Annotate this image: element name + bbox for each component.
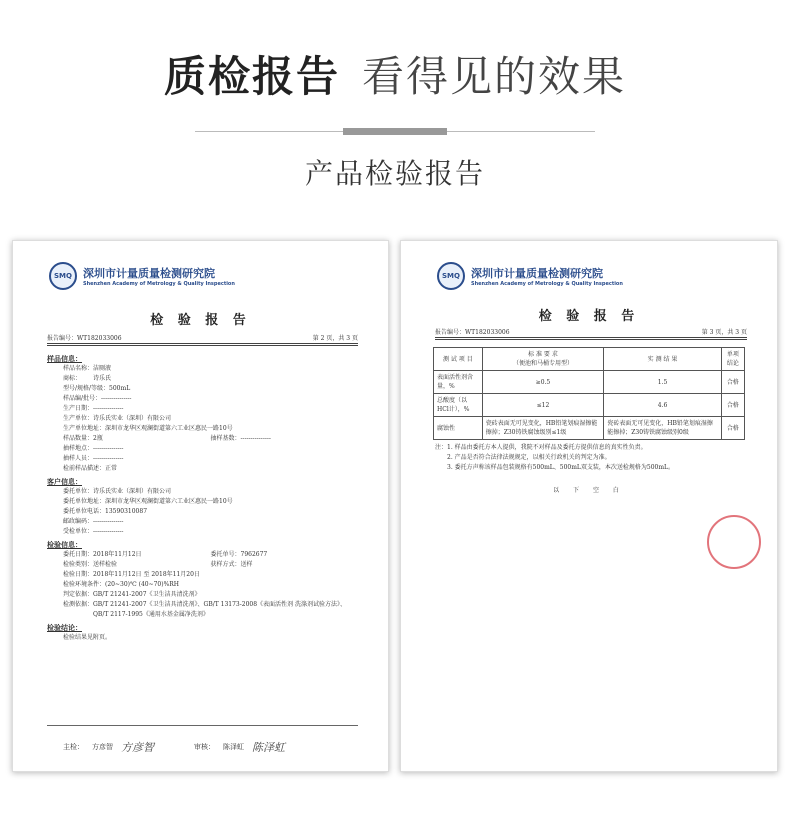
org-logo: [437, 262, 623, 290]
field-label: 受检单位：: [63, 528, 94, 535]
field-value: ---------------: [93, 405, 124, 412]
official-seal-icon: [707, 515, 761, 569]
field-label: 检验类别：: [63, 561, 94, 568]
field-value: 2018年11月12日 至 2018年11月20日: [93, 571, 200, 578]
hero-title-bold: 质检报告: [163, 52, 340, 101]
table-cell: 合格: [721, 394, 744, 417]
field-value: ---------------: [101, 395, 132, 402]
field-value: GB/T 21241-2007《卫生洁具清洗剂》: [93, 591, 201, 598]
field-value: 洁厕液: [93, 365, 112, 372]
field-row: [47, 464, 358, 474]
field-row: [47, 364, 358, 374]
table-cell: 合格: [721, 371, 744, 394]
field-row: [47, 600, 358, 620]
field-value: 深圳市龙华区观澜街道第六工业区惠民一路10号: [105, 498, 233, 505]
main-inspector-signature: 方彦智: [121, 741, 154, 754]
table-cell: 合格: [721, 417, 744, 440]
table-cell: 1.5: [604, 371, 722, 394]
page-number: 第 2 页，共 3 页: [312, 335, 358, 342]
field-value: 13590310087: [105, 508, 148, 515]
reviewer-signature: 陈泽虹: [252, 741, 285, 754]
table-cell: ≥0.5: [482, 371, 604, 394]
field-label: 抽样地点：: [63, 445, 94, 452]
field-row: [47, 527, 358, 537]
field-value: 2瓶: [93, 435, 103, 442]
hero-title-light: 看得见的效果: [362, 52, 627, 101]
field-row: [47, 517, 358, 527]
conclusion-text: 检验结果见附页。: [63, 634, 112, 641]
field-label: 抽样基数：: [210, 435, 241, 442]
notes-block: [435, 443, 749, 473]
field-value: 诗乐氏: [93, 375, 112, 382]
field-value: 正常: [105, 465, 118, 472]
field-label: 抽样人员：: [63, 455, 94, 462]
field-label: 获样方式：: [210, 561, 241, 568]
field-value: 送样: [240, 561, 253, 568]
table-header-cell: 测 试 项 目: [434, 348, 483, 371]
field-row: [47, 507, 358, 517]
field-label: 检测依据：: [63, 601, 94, 608]
table-header-cell: 标 准 要 求 （便池和马桶专用型）: [482, 348, 604, 371]
main-inspector-name: 方彦智: [92, 743, 113, 751]
report-page-3: [400, 240, 778, 772]
divider-accent: [343, 128, 447, 135]
test-info-rows: [47, 570, 358, 620]
field-label: 判定依据：: [63, 591, 94, 598]
doc-title: 检 验 报 告: [538, 309, 640, 324]
field-label: 生产单位：: [63, 415, 94, 422]
field-row: [47, 424, 358, 434]
table-cell: 腐蚀性: [434, 417, 483, 440]
field-row: [47, 454, 358, 464]
field-value: (20~30)℃ (40~70)%RH: [105, 581, 180, 588]
field-label: 委托单号：: [210, 551, 241, 558]
note-line: 注：1. 样品由委托方本人提供，我院不对样品及委托方提供信息的真实性负责。: [435, 444, 647, 451]
client-info-rows: [47, 487, 358, 537]
table-row: [434, 417, 745, 440]
org-logo: [49, 262, 235, 290]
smq-logo-icon: SMQ: [437, 262, 465, 290]
note-line: 2. 产品是否符合法律法规规定，以相关行政机关的判定为准。: [447, 454, 611, 461]
test-info-heading: 检验信息：: [47, 540, 82, 549]
conclusion-heading: 检验结论：: [47, 623, 82, 632]
field-value: 诗乐氏实业（深圳）有限公司: [93, 415, 172, 422]
doc-title: 检 验 报 告: [150, 313, 251, 328]
main-inspector-label: 主检：: [63, 743, 84, 751]
reviewer-name: 陈泽虹: [223, 743, 244, 751]
sample-info-rows-after: [47, 444, 358, 474]
section-subtitle: 产品检验报告: [304, 157, 485, 190]
test-info-pairs: [47, 550, 358, 570]
table-cell: 瓷砖表面无可见变化，HB铅笔划痕湿擦能擦掉；Z30铸铁腐蚀级别0级: [604, 417, 722, 440]
report-number: 报告编号：WT182033006: [435, 329, 510, 336]
field-row: [47, 394, 358, 404]
hero-title: [0, 44, 790, 104]
meta-divider: [435, 337, 747, 340]
field-value: ---------------: [93, 518, 124, 525]
field-value: 500mL: [109, 385, 131, 392]
table-cell: ≤12: [482, 394, 604, 417]
table-cell: 4.6: [604, 394, 722, 417]
field-value: ---------------: [240, 435, 271, 442]
field-value: 7962677: [240, 551, 268, 558]
field-row: [47, 444, 358, 454]
field-row: [47, 580, 358, 590]
client-info-heading: 客户信息：: [47, 477, 82, 486]
field-row: [47, 570, 358, 580]
field-label: 样品数量：: [63, 435, 94, 442]
field-label: 邮政编码：: [63, 518, 94, 525]
field-value: 2018年11月12日: [93, 551, 142, 558]
field-value: ---------------: [93, 455, 124, 462]
org-name-cn: 深圳市计量质量检测研究院: [83, 267, 215, 280]
blank-below-marker: 以 下 空 白: [553, 487, 625, 494]
sample-info-heading: 样品信息：: [47, 354, 82, 363]
note-line: 3. 委托方声称该样品包装规格有500mL、500mL双支装，本次送检规格为500mL。: [447, 464, 675, 471]
field-value: 深圳市龙华区观澜街道第六工业区惠民一路10号: [105, 425, 233, 432]
report-number: 报告编号：WT182033006: [47, 335, 122, 342]
field-label: 委托单位：: [63, 488, 94, 495]
org-name-en: Shenzhen Academy of Metrology & Quality Inspection: [83, 281, 235, 287]
field-value: ---------------: [93, 445, 124, 452]
field-row: [47, 374, 358, 384]
field-label: 样品编/批号：: [63, 395, 102, 402]
table-cell: 瓷砖表面无可见变化，HB铅笔划痕湿擦能擦掉；Z30铸铁腐蚀级别≤1级: [482, 417, 604, 440]
field-row: [47, 487, 358, 497]
field-value: 诗乐氏实业（深圳）有限公司: [93, 488, 172, 495]
field-label: 生产单位地址：: [63, 425, 106, 432]
table-cell: 总酸度（以HCl计），%: [434, 394, 483, 417]
sample-info-rows: [47, 364, 358, 434]
field-label: 委托单位地址：: [63, 498, 106, 505]
field-label: 生产日期：: [63, 405, 94, 412]
field-label: 型号/规格/等级：: [63, 385, 110, 392]
field-row: [47, 590, 358, 600]
report-body: [47, 351, 358, 643]
seam-stamp: [381, 451, 397, 541]
field-pair-row: [47, 550, 358, 560]
report-meta: [435, 327, 747, 336]
sample-qty-row: [47, 434, 358, 444]
field-value: 送样检验: [93, 561, 118, 568]
field-label: 商标：: [63, 375, 82, 382]
field-pair-row: [47, 560, 358, 570]
field-row: [47, 404, 358, 414]
field-label: 委托日期：: [63, 551, 94, 558]
table-row: [434, 371, 745, 394]
field-label: 检验日期：: [63, 571, 94, 578]
meta-divider: [47, 343, 358, 346]
field-label: 样品名称：: [63, 365, 94, 372]
page-number: 第 3 页，共 3 页: [701, 329, 747, 336]
field-label: 检前样品描述：: [63, 465, 106, 472]
table-row: [434, 394, 745, 417]
reviewer-label: 审核：: [194, 743, 215, 751]
field-row: [47, 384, 358, 394]
results-table: [433, 347, 745, 440]
signature-divider: [47, 725, 358, 726]
table-header-cell: 实 测 结 果: [604, 348, 722, 371]
table-header-cell: 单项结论: [721, 348, 744, 371]
field-row: [47, 497, 358, 507]
report-page-2: [12, 240, 389, 772]
report-meta: [47, 333, 358, 342]
field-row: [47, 414, 358, 424]
field-value: ---------------: [93, 528, 124, 535]
field-value: GB/T 21241-2007《卫生洁具清洗剂》、GB/T 13173-2008《表面活性剂 洗涤剂试验方法》、QB/T 2117-1995《通用水基金属净洗剂》: [93, 601, 346, 618]
field-label: 委托单位电话：: [63, 508, 106, 515]
signature-row: [63, 739, 358, 755]
org-name-cn: 深圳市计量质量检测研究院: [471, 267, 603, 280]
org-name-en: Shenzhen Academy of Metrology & Quality Inspection: [471, 281, 623, 287]
smq-logo-icon: SMQ: [49, 262, 77, 290]
field-label: 检验环境条件：: [63, 581, 106, 588]
table-cell: 表面活性剂含量，%: [434, 371, 483, 394]
